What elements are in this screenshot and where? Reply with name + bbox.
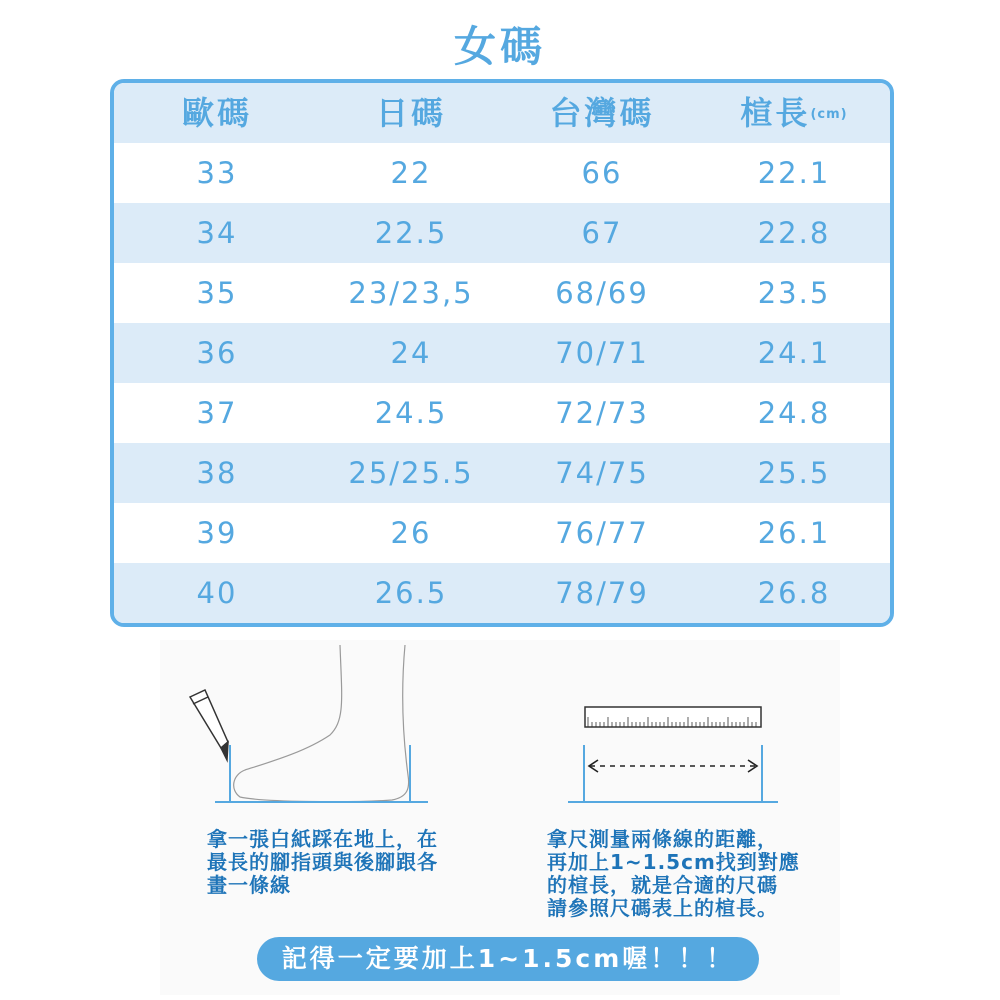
reminder-banner: 記得一定要加上1~1.5cm喔！！！ [257, 937, 759, 981]
eu-size-cell: 37 [196, 396, 238, 430]
last-length-cell: 23.5 [757, 276, 831, 310]
tw-size-cell: 67 [581, 216, 623, 250]
right-caption-line: 再加上1~1.5cm找到對應 [547, 850, 800, 874]
tw-size-cell: 78/79 [555, 576, 649, 610]
jp-size-cell: 26 [390, 516, 432, 550]
tw-size-cell: 66 [581, 156, 623, 190]
jp-size-cell: 23/23,5 [348, 276, 474, 310]
right-caption-line: 的楦長，就是合適的尺碼 [547, 873, 778, 897]
last-length-cell: 24.1 [757, 336, 831, 370]
right-caption-line: 拿尺測量兩條線的距離， [547, 827, 778, 851]
right-caption-line: 請參照尺碼表上的楦長。 [547, 896, 778, 920]
page-title: 女碼 [453, 22, 546, 71]
jp-size-cell: 22 [390, 156, 432, 190]
eu-size-cell: 34 [196, 216, 238, 250]
eu-size-cell: 35 [196, 276, 238, 310]
left-caption-line: 畫一條線 [207, 873, 291, 897]
header-last-length-label: 楦長 [740, 94, 811, 132]
tw-size-cell: 70/71 [555, 336, 649, 370]
left-caption [207, 828, 438, 897]
last-length-cell: 22.8 [757, 216, 831, 250]
eu-size-cell: 40 [196, 576, 238, 610]
last-length-cell: 25.5 [757, 456, 831, 490]
header-tw-size: 台灣碼 [549, 94, 655, 132]
ruler-icon [585, 707, 761, 727]
last-length-cell: 26.8 [757, 576, 831, 610]
last-length-cell: 26.1 [757, 516, 831, 550]
left-caption-line: 拿一張白紙踩在地上，在 [207, 827, 438, 851]
jp-size-cell: 24.5 [374, 396, 448, 430]
jp-size-cell: 25/25.5 [348, 456, 474, 490]
tw-size-cell: 72/73 [555, 396, 649, 430]
left-caption-line: 最長的腳指頭與後腳跟各 [207, 850, 438, 874]
foot-icon [234, 645, 409, 802]
jp-size-cell: 24 [390, 336, 432, 370]
header-eu-size: 歐碼 [181, 94, 253, 132]
eu-size-cell: 33 [196, 156, 238, 190]
last-length-cell: 22.1 [757, 156, 831, 190]
eu-size-cell: 36 [196, 336, 238, 370]
header-jp-size: 日碼 [375, 94, 447, 132]
right-caption [547, 828, 800, 920]
eu-size-cell: 39 [196, 516, 238, 550]
jp-size-cell: 26.5 [374, 576, 448, 610]
eu-size-cell: 38 [196, 456, 238, 490]
pencil-icon [190, 690, 228, 760]
tw-size-cell: 74/75 [555, 456, 649, 490]
header-unit: (cm) [810, 107, 848, 122]
distance-arrow-icon [589, 760, 757, 772]
tw-size-cell: 68/69 [555, 276, 649, 310]
jp-size-cell: 22.5 [374, 216, 448, 250]
tw-size-cell: 76/77 [555, 516, 649, 550]
last-length-cell: 24.8 [757, 396, 831, 430]
